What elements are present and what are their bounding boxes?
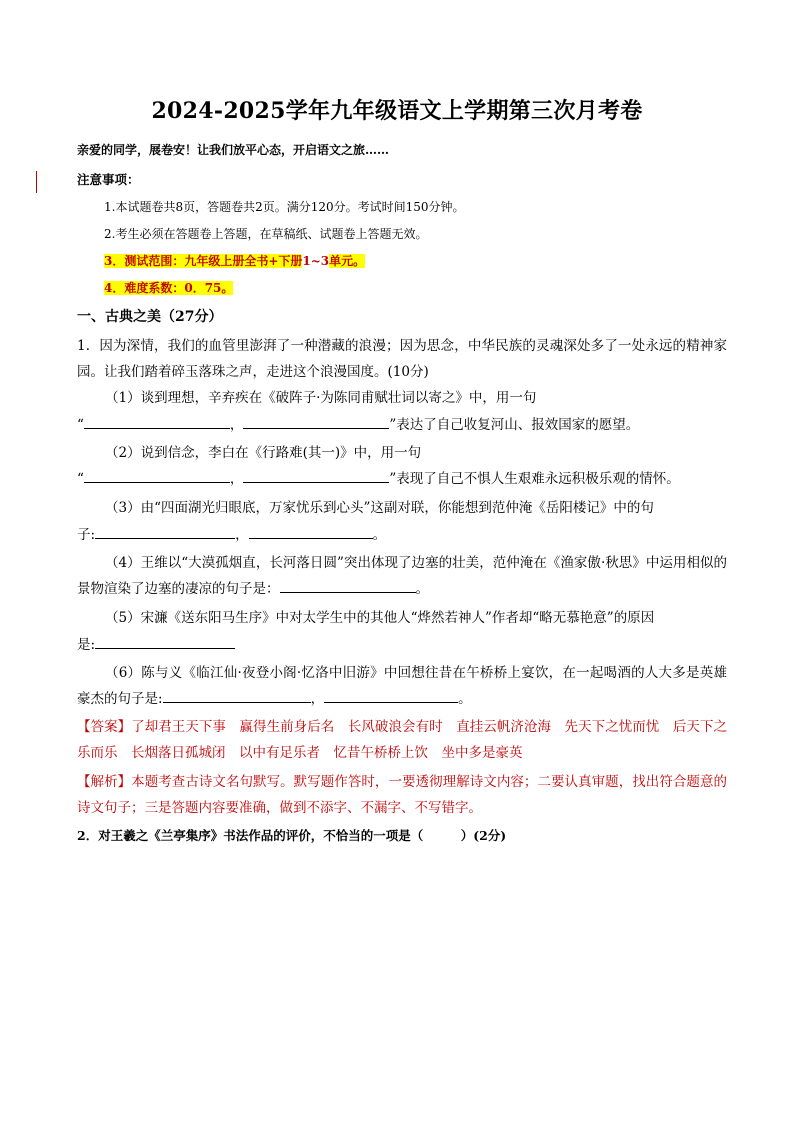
notice-item-scope — [104, 252, 365, 269]
answer-blank[interactable] — [95, 524, 235, 539]
notice-item-difficulty — [104, 279, 233, 296]
q1-analysis — [77, 769, 727, 821]
text-cursor-mark — [36, 171, 37, 193]
q1-sub1-blanks — [77, 412, 639, 438]
q1-sub1-tail: ”表达了自己收复河山、报效国家的愿望。 — [389, 417, 640, 433]
difficulty-text: 4．难度系数：0．75。 — [104, 281, 234, 295]
q1-sub4-end: 。 — [415, 581, 429, 597]
answer-blank[interactable] — [84, 468, 230, 483]
q1-sub1-intro: （1）谈到理想，辛弃疾在《破阵子·为陈同甫赋壮词以寄之》中，用一句 — [105, 390, 537, 406]
answer-label: 【答案】 — [77, 719, 132, 735]
answer-blank[interactable] — [243, 468, 389, 483]
notice-heading: 注意事项： — [77, 172, 140, 187]
q1-sub6 — [77, 660, 727, 712]
q1-sub2-sep: ， — [229, 471, 244, 487]
q1-answer — [77, 714, 727, 766]
q1-sub4 — [77, 550, 727, 602]
q1-sub3-sep: ， — [235, 527, 249, 543]
answer-text: 了却君王天下事 赢得生前身后名 长风破浪会有时 直挂云帆济沧海 先天下之忧而忧 后天下之乐而乐 长烟落日孤城闭 以中有足乐者 忆昔午桥桥上饮 坐中多是豪英 — [77, 719, 728, 761]
greeting-text: 亲爱的同学，展卷安！让我们放平心态，开启语文之旅…… — [77, 143, 390, 157]
answer-blank[interactable] — [249, 524, 373, 539]
page-title: 2024-2025学年九年级语文上学期第三次月考卷 — [151, 98, 643, 124]
q1-sub3-blanks — [77, 522, 386, 548]
q1-sub6-text: （6）陈与义《临江仙·夜登小阁·忆洛中旧游》中回想往昔在午桥桥上宴饮，在一起喝酒的人大多是英雄豪杰的句子是: — [77, 665, 727, 707]
scope-range: 1~3 — [302, 254, 330, 268]
scope-suffix: 单元。 — [329, 254, 366, 268]
q1-sub5-intro: （5）宋濂《送东阳马生序》中对太学生中的其他人“烨然若神人”作者却“略无慕艳意”的原因 — [105, 610, 655, 626]
notice-item-1: 1.本试题卷共8页，答题卷共2页。满分120分。考试时间150分钟。 — [104, 200, 465, 214]
q1-sub3-end: 。 — [372, 527, 387, 543]
q1-sub2-intro: （2）说到信念，李白在《行路难(其一)》中，用一句 — [105, 445, 422, 461]
answer-blank[interactable] — [243, 414, 389, 429]
q2-stem: 2．对王羲之《兰亭集序》书法作品的评价，不恰当的一项是（ ）(2分) — [77, 828, 507, 843]
q1-sub4-text: （4）王维以“大漠孤烟直，长河落日圆”突出体现了边塞的壮美，范仲淹在《渔家傲·秋思》中运用相似的景物渲染了边塞的凄凉的句子是： — [77, 555, 727, 597]
analysis-label: 【解析】 — [77, 774, 132, 790]
q1-sub6-end: 。 — [458, 691, 472, 707]
answer-blank[interactable] — [280, 578, 416, 593]
answer-blank[interactable] — [163, 688, 311, 703]
q1-sub1-open-quote: “ — [77, 417, 84, 433]
q1-sub5-cont: 是: — [77, 637, 96, 653]
scope-prefix: 3．测试范围：九年级上册全书+下册 — [104, 254, 303, 268]
notice-item-2: 2.考生必须在答题卷上答题，在草稿纸、试题卷上答题无效。 — [104, 227, 428, 241]
q1-sub1-sep: ， — [229, 417, 244, 433]
q1-sub5-blank-line — [77, 632, 235, 658]
answer-blank[interactable] — [324, 688, 458, 703]
q1-sub3-intro: （3）由“四面湖光归眼底，万家忧乐到心头”这副对联，你能想到范仲淹《岳阳楼记》中的句 — [105, 500, 654, 516]
q1-sub6-sep: ， — [310, 691, 325, 707]
answer-blank[interactable] — [84, 414, 230, 429]
q1-sub2-tail: ”表现了自己不惧人生艰难永远积极乐观的情怀。 — [389, 471, 680, 487]
q1-sub2-blanks — [77, 466, 680, 492]
q1-sub3-cont: 子: — [77, 527, 96, 543]
answer-blank[interactable] — [95, 634, 235, 649]
section-heading-classical: 一、古典之美（27分） — [77, 309, 223, 325]
q1-sub2-open-quote: “ — [77, 471, 84, 487]
q1-stem: 1．因为深情，我们的血管里澎湃了一种潜藏的浪漫；因为思念，中华民族的灵魂深处多了一处永远的精神家园。让我们踏着碎玉落珠之声，走进这个浪漫国度。(10分) — [77, 338, 727, 380]
analysis-text: 本题考查古诗文名句默写。默写题作答时，一要透彻理解诗文内容；二要认真审题，找出符合题意的诗文句子；三是答题内容要准确，做到不添字、不漏字、不写错字。 — [77, 774, 728, 816]
